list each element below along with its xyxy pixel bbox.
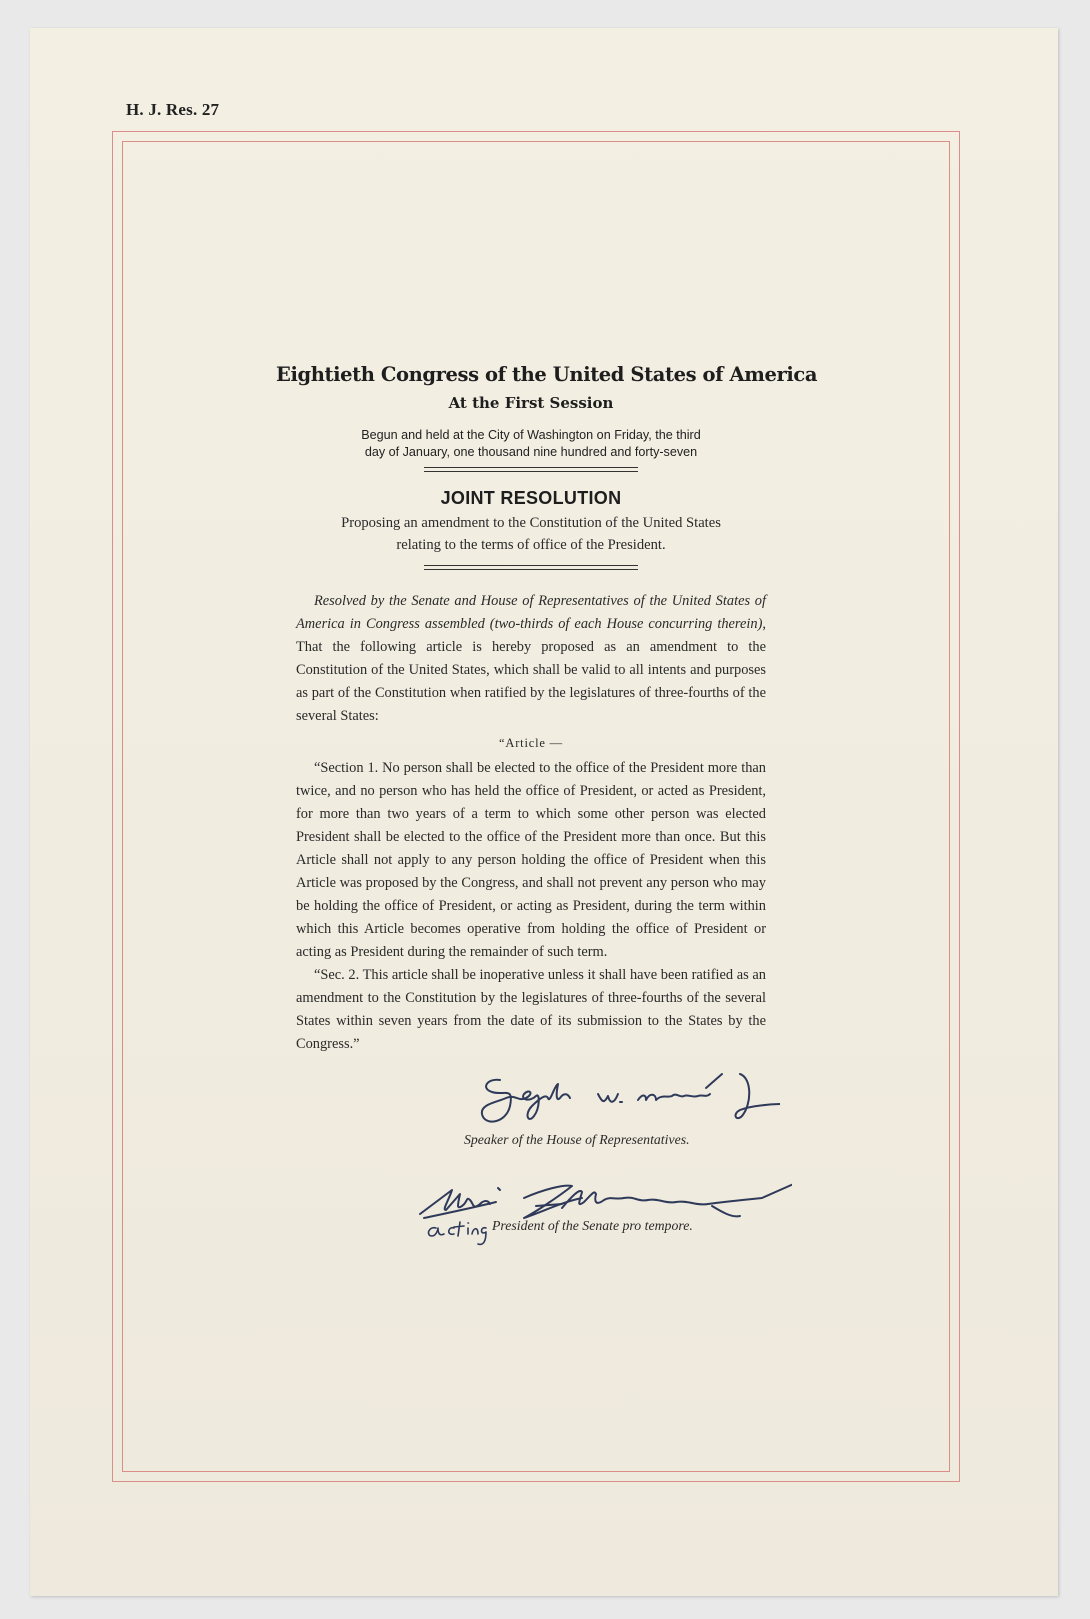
proposing-statement xyxy=(296,512,766,556)
section-1: “Section 1. No person shall be elected to the office of the President more than twice, and no person who has held the office of President, or acted as President, for more than two years of a term to which some other person was elected President shall be elected to the office of the President more than once. But this Article shall not apply to any person holding the office of President when this Article was proposed by the Congress, and shall not prevent any person who may be holding the office of President, or acting as President, during the term within which this Article becomes operative from holding the office of President or acting as President during the remainder of such term. xyxy=(296,760,766,960)
resolution-number: H. J. Res. 27 xyxy=(126,100,220,119)
session-line: At the First Session xyxy=(448,394,614,412)
resolution-content xyxy=(276,363,818,1056)
senate-title: President of the Senate pro tempore. xyxy=(492,1218,693,1233)
speaker-signature xyxy=(470,1058,780,1138)
document-page xyxy=(30,28,1058,1596)
begun-line-1: Begun and held at the City of Washington on Friday, the third xyxy=(361,428,701,442)
resolved-italic: Resolved by the Senate and House of Representatives of the United States of America in Congress assembled (two-thirds of each House concurring therein) xyxy=(296,593,766,632)
proposing-line-1: Proposing an amendment to the Constitution of the United States xyxy=(341,515,721,531)
speaker-title: Speaker of the House of Representatives. xyxy=(464,1132,690,1147)
begun-line-2: day of January, one thousand nine hundred and forty-seven xyxy=(364,445,698,459)
congress-title: Eightieth Congress of the United States of America xyxy=(276,363,818,386)
begun-statement xyxy=(296,427,766,461)
proposing-line-2: relating to the terms of office of the President. xyxy=(396,537,666,553)
resolution-body xyxy=(296,590,766,1056)
joint-resolution-title: JOINT RESOLUTION xyxy=(440,488,622,508)
resolved-rest: , That the following article is hereby proposed as an amendment to the Constitution of the United States, which shall be valid to all intents and purposes as part of the Constitution when ratified by the legislatures of three-fourths of the several States: xyxy=(296,616,766,724)
article-heading: “Article — xyxy=(499,736,563,750)
section-2: “Sec. 2. This article shall be inoperative unless it shall have been ratified as an amendment to the Constitution by the legislatures of three-fourths of the several States within seven years from the date of its submission to the States by the Congress.” xyxy=(296,967,766,1052)
double-rule-divider xyxy=(424,565,638,570)
resolved-clause xyxy=(296,590,766,728)
acting-handwritten xyxy=(424,1214,494,1250)
double-rule-divider xyxy=(424,467,638,472)
